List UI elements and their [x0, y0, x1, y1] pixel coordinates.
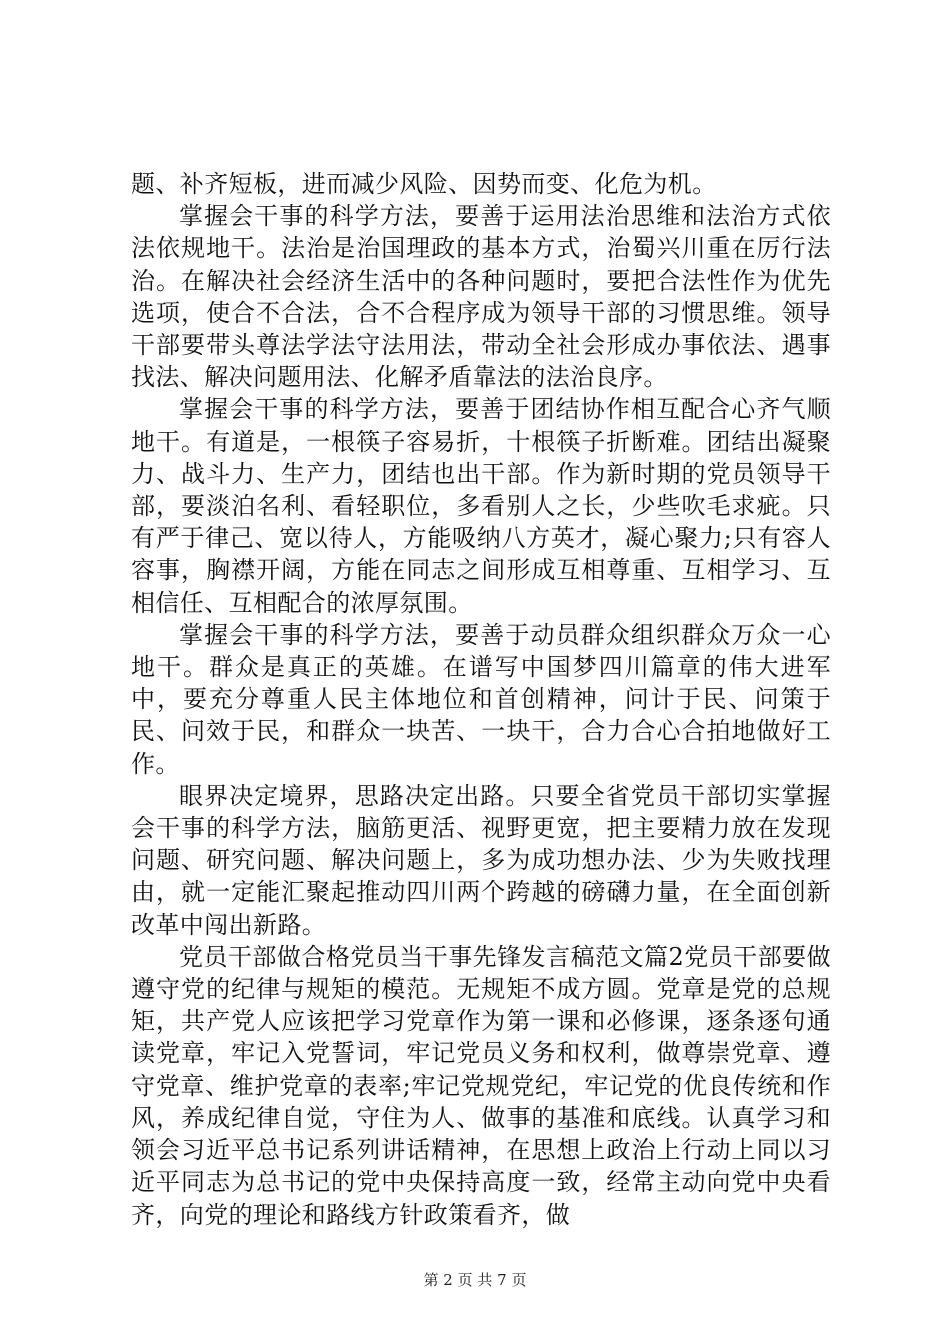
paragraph-vision: 眼界决定境界，思路决定出路。只要全省党员干部切实掌握会干事的科学方法，脑筋更活、视野更宽，把主要精力放在发现问题、研究问题、解决问题上，多为成功想办法、少为失败找理由，就一定能汇聚起推动四川两个跨越的磅礴力量，在全面创新改革中闯出新路。: [131, 781, 831, 939]
paragraph-discipline: 党员干部做合格党员当干事先锋发言稿范文篇2党员干部要做遵守党的纪律与规矩的模范。无规矩不成方圆。党章是党的总规矩，共产党人应该把学习党章作为第一课和必修课，逐条逐句通读党章，牢记入党誓词，牢记党员义务和权利，做尊崇党章、遵守党章、维护党章的表率;牢记党规党纪，牢记党的优良传统和作风，养成纪律自觉，守住为人、做事的基准和底线。认真学习和领会习近平总书记系列讲话精神，在思想上政治上行动上同以习近平同志为总书记的党中央保持高度一致，经常主动向党中央看齐，向党的理论和路线方针政策看齐，做: [131, 942, 831, 1229]
document-body: [131, 168, 831, 1231]
paragraph-masses: 掌握会干事的科学方法，要善于动员群众组织群众万众一心地干。群众是真正的英雄。在谱写中国梦四川篇章的伟大进军中，要充分尊重人民主体地位和首创精神，问计于民、问策于民、问效于民，和群众一块苦、一块干，合力合心合拍地做好工作。: [131, 620, 831, 778]
page-footer: 第 2 页 共 7 页: [423, 1271, 527, 1289]
paragraph-rule-of-law: 掌握会干事的科学方法，要善于运用法治思维和法治方式依法依规地干。法治是治国理政的基本方式，治蜀兴川重在厉行法治。在解决社会经济生活中的各种问题时，要把合法性作为优先选项，使合不合法，合不合程序成为领导干部的习惯思维。领导干部要带头尊法学法守法用法，带动全社会形成办事依法、遇事找法、解决问题用法、化解矛盾靠法的法治良序。: [131, 202, 831, 392]
paragraph-unity: 掌握会干事的科学方法，要善于团结协作相互配合心齐气顺地干。有道是，一根筷子容易折，十根筷子折断难。团结出凝聚力、战斗力、生产力，团结也出干部。作为新时期的党员领导干部，要淡泊名利、看轻职位，多看别人之长，少些吹毛求疵。只有严于律己、宽以待人，方能吸纳八方英才，凝心聚力;只有容人容事，胸襟开阔，方能在同志之间形成互相尊重、互相学习、互相信任、互相配合的浓厚氛围。: [131, 395, 831, 617]
paragraph-continued: 题、补齐短板，进而减少风险、因势而变、化危为机。: [131, 170, 717, 198]
